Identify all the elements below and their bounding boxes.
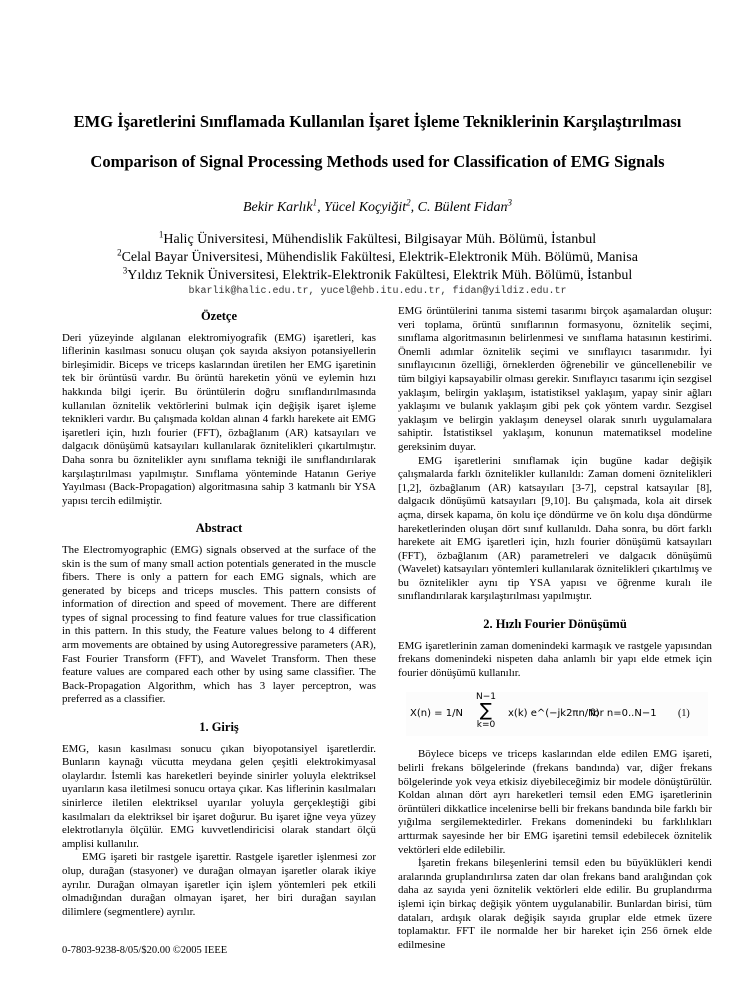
affiliation-text: Yıldız Teknik Üniversitesi, Elektrik-Elektronik Fakültesi, Elektrik Müh. Bölümü, İstanbul xyxy=(127,268,633,283)
section-2-heading: 2. Hızlı Fourier Dönüşümü xyxy=(483,617,627,632)
author-separator: , xyxy=(317,200,325,215)
sum-lower-limit: k=0 xyxy=(476,720,496,731)
paragraph: İşaretin frekans bileşenlerini temsil eden bu büyüklükleri kendi aralarında gruplandırılırsa zaten dar olan frekans band aralığından çok daha az sayıda yeni öznitelik vektörleri elde edilir. Bu gruplandırma işlemi için birkaç değişik yöntem uygulanabilir. Bunlardan birisi, tüm dataları, ardışık olarak değişik sayıda gruplar elde etmek üzere toplamaktır. FFT ile normalde her bir hareket için 256 örnek elde edilmesine xyxy=(398,857,712,951)
left-column xyxy=(62,310,376,919)
paragraph: EMG örüntülerini tanıma sistemi tasarımı birçok aşamalardan oluşur: veri toplama, örüntü sınıflarının formasyonu, öznitelik seçimi, sınıflama algoritmasının belirlenmesi ve sınıflama hatasının kestirimi. Önemli adımlar öznitelik seçimi ve sınıflayıcı tasarımıdır. İyi sınıflayıcının özelliği, örneklerden öğrenebilir ve güncellenebilir ve tüm bilgiyi kapsayabilir olması gerekir. Sınıflayıcı tasarımı için sezgisel yaklaşım, belirgin yaklaşım, istatistiksel yaklaşım, yapay sinir ağları yaklaşımı ve bulanık yaklaşım gibi pek çok yöntem vardır. Sezgisel yaklaşım ve belirgin yaklaşım deneysel olarak sınırlı uygulamalara sahiptir. İstatistiksel yaklaşım, konunun matematiksel modeline gereksinim duyar. xyxy=(398,305,712,453)
summation xyxy=(474,692,498,730)
affiliation-text: Haliç Üniversitesi, Mühendislik Fakültesi, Bilgisayar Müh. Bölümü, İstanbul xyxy=(163,232,597,247)
equation-fourier xyxy=(406,692,708,736)
paragraph: EMG, kasın kasılması sonucu çıkan biyopotansiyel işaretlerdir. Bunların kaynağı vücutta meydana gelen çeşitli elektrokimyasal olaylardır. İstemli kas hareketleri beyinde sinirler yoluyla elektriksel uyarıların kasa iletilmesi sonucu ortaya çıkar. Kas liflerinin kasılmaları sinirlerce iletilen elektriksel uyarılar yoluyla gerçekleştiği gibi kasılmaları da elektriksel bir işaret doğurur. Bu işaret iğne veya yüzey elektrotlarıyla ölçülür. EMG kuvvetlendiricisi olarak standart ölçü amplisi kullanılır. xyxy=(62,742,376,850)
affiliation xyxy=(40,231,715,249)
author-name: Bekir Karlık xyxy=(243,200,313,215)
affiliation-sup: 3 xyxy=(122,265,128,276)
right-column xyxy=(398,305,712,952)
equation-body: x(k) e^(−jk2πn/N) xyxy=(508,708,600,720)
author-list xyxy=(60,197,695,216)
paragraph: EMG işareti bir rastgele işarettir. Rastgele işaretler işlenmesi zor olup, durağan (stasyoner) ve durağan olmayan işaretler olarak ikiye ayrılır. Durağan olmayan işaretler için işlem yöntemleri pek etkili olmadığından durağan olmayan işaret, her biri durağan sayılan dilimlere (segmentlere) ayrılır. xyxy=(62,851,376,918)
title-english: Comparison of Signal Processing Methods used for Classification of EMG Signals xyxy=(90,152,665,171)
sigma-symbol: ∑ xyxy=(479,700,493,722)
equation-number: (1) xyxy=(678,708,690,720)
affiliation xyxy=(40,249,715,267)
title-turkish: EMG İşaretlerini Sınıflamada Kullanılan İşaret İşleme Tekniklerinin Karşılaştırılması xyxy=(73,112,682,131)
ozetce-text: Deri yüzeyinde algılanan elektromiyografik (EMG) işaretleri, kas liflerinin kasılması sonucu oluşan çok sayıda aksiyon potansiyellerin birleşimidir. Biceps ve triceps kaslarından üretilen her EMG işaretinin tek bir örüntüsü vardır. Bu örüntü hareketin yönü ve eylemin hızı hakkında bilgi içerir. Bu örüntülerin doğru sınıflandırılmasında kullanılan öznitelik vektörlerini bulmak için değişik işaret işleme teknikleri vardır. Bu çalışmada koldan alınan 4 farklı harekete ait EMG işaretleri için, hızlı fourier (FFT), özbağlanım (AR) katsayıları ve dalgacık dönüşümü katsayıları kullanılarak öznitelikleri çıkartılmıştır. Daha sonra bu öznitelikler aynı sınıflama tekniği ile sınıflandırılarak karşılaştırılması yapılmıştır. Sınıflama yönteminde Hatanın Geriye Yayılması (Back-Propagation) algoritmasına sahip 3 katmanlı bir YSA yapısı tercih edilmiştir. xyxy=(62,331,376,507)
author-name: C. Bülent Fidan xyxy=(417,200,508,215)
author-sup: 2 xyxy=(406,197,411,208)
affiliation xyxy=(40,267,715,285)
author-separator: , xyxy=(410,200,418,215)
author-sup: 3 xyxy=(507,197,512,208)
affiliation-sup: 2 xyxy=(117,247,122,258)
equation-lhs: X(n) = 1/N xyxy=(410,708,463,720)
paragraph: EMG işaretlerinin zaman domenindeki karmaşık ve rastgele yapısından frekans domenindeki nispeten daha anlamlı bir yapı elde etmek için fourier dönüşümü kullanılır. xyxy=(398,639,712,679)
abstract-text: The Electromyographic (EMG) signals observed at the surface of the skin is the sum of many small action potentials generated in the muscle fibers. There is only a pattern for each EMG signals, which are generated by biceps and triceps muscles. This pattern consists of information of direction and speed of movement. There are different types of signal processing to find feature values for true classification in this pattern. In this study, the Feature values belong to 4 different arm movements are obtained by using Autoregressive parameters (AR), Fast Fourier Transform (FFT), and Wavelet Transform. Then these feature values are compared each other by using same classifier. The Back-Propagation Algorithm, which has 3 layer perceptron, was preferred as a classifier. xyxy=(62,543,376,706)
affiliation-sup: 1 xyxy=(158,229,164,240)
author-name: Yücel Koçyiğit xyxy=(324,200,407,215)
ozetce-heading: Özetçe xyxy=(200,309,238,323)
sum-upper-limit: N−1 xyxy=(476,692,496,703)
affiliation-text: Celal Bayar Üniversitesi, Mühendislik Fakültesi, Elektrik-Elektronik Müh. Bölümü, Manisa xyxy=(121,250,638,265)
copyright-footer: 0-7803-9238-8/05/$20.00 ©2005 IEEE xyxy=(62,945,228,956)
author-emails: bkarlik@halic.edu.tr, yucel@ehb.itu.edu.tr, fidan@yildiz.edu.tr xyxy=(188,286,567,297)
section-1-heading: 1. Giriş xyxy=(199,720,239,735)
author-sup: 1 xyxy=(312,197,318,208)
equation-condition: for n=0..N−1 xyxy=(590,708,657,720)
paragraph: EMG işaretlerini sınıflamak için bugüne kadar değişik çalışmalarda farklı öznitelikler kullanıldı: Zaman domeni öznitelikleri [1,2], özbağlanım (AR) katsayıları [3-7], cepstral katsayılar [8], dalgacık dönüşümü katsayıları [9,10]. Bu çalışmada, kola ait dirsek açma, dirsek kapama, ön kolu içe döndürme ve ön kolu dışa döndürme hareketlerinden oluşan dört sınıf kullanıldı. Daha sonra, bu dört farklı harekete ait EMG işaretleri için, hızlı fourier dönüşümü katsayıları (FFT), özbağlanım (AR) parametreleri ve dalgacık dönüşümü (Wavelet) katsayıları yöntemleri kullanılarak öznitelikleri çıkartılmış ve bu öznitelikler aynı tip YSA yapısı ve öğrenme kuralı ile sınıflandırılarak karşılaştırılması yapılmıştır. xyxy=(398,454,712,603)
abstract-heading: Abstract xyxy=(195,521,243,536)
paragraph: Böylece biceps ve triceps kaslarından elde edilen EMG işareti, belirli frekans bölgelerinde (frekans bandında) var, diğer frekans bölgelerinde yok veya etkisiz diyebileceğimiz bir modele dönüştürülür. Koldan alınan dört ayrı hareketleri temsil eden EMG işaretlerinin örüntüleri dikkatlice incelenirse belli bir frekans bandında bile farklı bir yığılma sergilemektedirler. Frekans domenindeki bu farklılıkları arttırmak sayesinde her bir EMG işaretini temsil edebilecek öznitelik vektörleri elde edilebilir. xyxy=(398,748,712,856)
